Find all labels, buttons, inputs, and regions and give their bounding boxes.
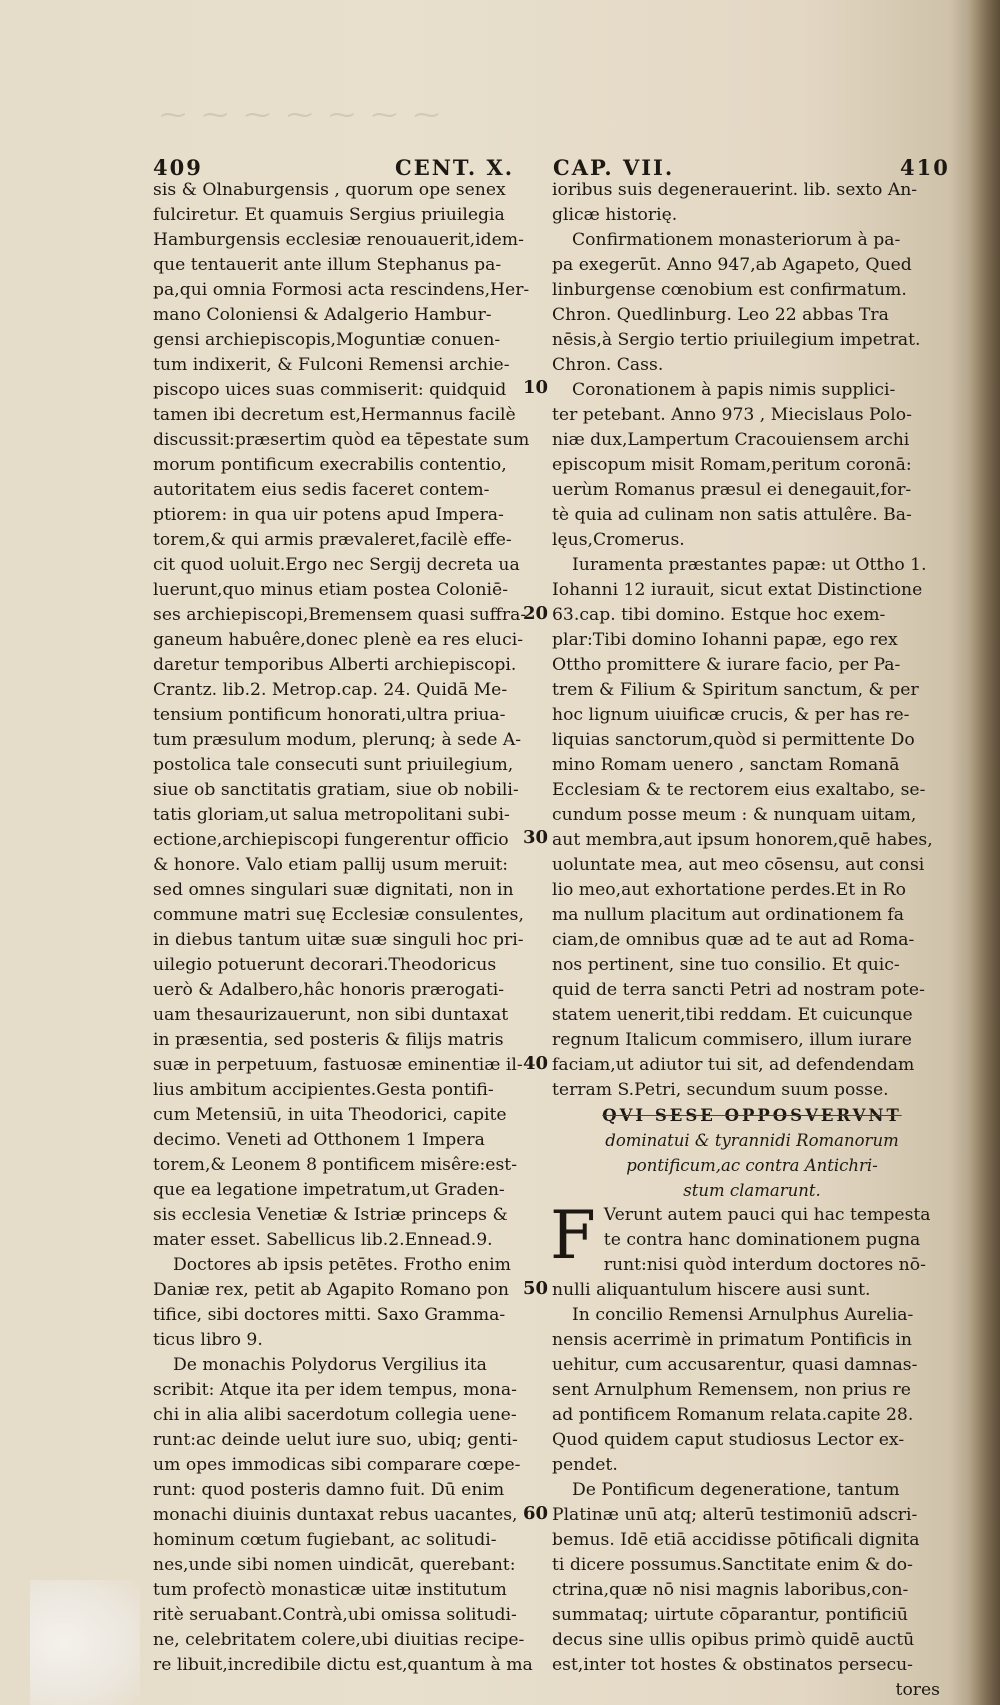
line-number: 60 — [523, 1503, 549, 1524]
text-line: morum pontificum execrabilis contentio, — [153, 455, 507, 475]
text-line: postolica tale consecuti sunt priuilegium, — [153, 755, 514, 775]
text-line: cundum posse meum : & nunquam uitam, — [552, 805, 917, 825]
text-line: sis & Olnaburgensis , quorum ope senex — [153, 180, 506, 200]
text-line: nulli aliquantulum hiscere ausi sunt. — [552, 1280, 871, 1300]
text-line: um opes immodicas sibi comparare cœpe- — [153, 1455, 521, 1475]
text-line: Confirmationem monasteriorum à pa- — [572, 230, 901, 250]
text-line: Doctores ab ipsis petētes. Frotho enim — [173, 1255, 511, 1275]
text-line: Iuramenta præstantes papæ: ut Ottho 1. — [572, 555, 927, 575]
text-line: que tentauerit ante illum Stephanus pa- — [153, 255, 502, 275]
text-line: ter petebant. Anno 973 , Miecislaus Polo- — [552, 405, 912, 425]
text-line: torem,& qui armis prævaleret,facilè effe- — [153, 530, 512, 550]
text-line: ptiorem: in qua uir potens apud Impera- — [153, 505, 504, 525]
text-line: uoluntate mea, aut meo cōsensu, aut consi — [552, 855, 925, 875]
text-line: fulciretur. Et quamuis Sergius priuilegia — [153, 205, 505, 225]
text-line: Verunt autem pauci qui hac tempesta — [603, 1205, 931, 1225]
text-line: bemus. Idē etiā accidisse pōtificali dignita — [552, 1530, 920, 1550]
text-line: ses archiepiscopi,Bremensem quasi suffra- — [153, 605, 527, 625]
text-line: ne, celebritatem colere,ubi diuitias recipe- — [153, 1630, 525, 1650]
text-line: hoc lignum uiuificæ crucis, & per has re- — [552, 705, 910, 725]
text-line: te contra hanc dominationem pugna — [603, 1230, 921, 1250]
bleed-through-text: ⁓ ⁓ ⁓ ⁓ ⁓ ⁓ ⁓ — [160, 100, 444, 130]
text-line: Crantz. lib.2. Metrop.cap. 24. Quidā Me- — [153, 680, 508, 700]
text-line: chi in alia alibi sacerdotum collegia uene- — [153, 1405, 517, 1425]
century-heading: CENT. X. — [395, 155, 515, 180]
text-line: sis ecclesia Venetiæ & Istriæ princeps & — [153, 1205, 508, 1225]
text-line: summataq; uirtute cōparantur, pontificiū — [552, 1605, 908, 1625]
text-line: siue ob sanctitatis gratiam, siue ob nobili- — [153, 780, 519, 800]
text-line: commune matri suę Ecclesiæ consulentes, — [153, 905, 524, 925]
text-line: tum profectò monasticæ uitæ institutum — [153, 1580, 507, 1600]
text-line: lio meo,aut exhortatione perdes.Et in Ro — [552, 880, 906, 900]
text-line: runt:nisi quòd interdum doctores nō- — [603, 1255, 926, 1275]
text-line: tum indixerit, & Fulconi Remensi archie- — [153, 355, 510, 375]
text-line: luerunt,quo minus etiam postea Coloniē- — [153, 580, 508, 600]
text-line: mater esset. Sabellicus lib.2.Ennead.9. — [153, 1230, 493, 1250]
left-column — [153, 178, 538, 1678]
text-line: nensis acerrimè in primatum Pontificis in — [552, 1330, 912, 1350]
text-line: pa exegerūt. Anno 947,ab Agapeto, Qued — [552, 255, 912, 275]
text-line: nes,unde sibi nomen uindicāt, querebant: — [153, 1555, 516, 1575]
right-column — [552, 178, 952, 1703]
text-line: Quod quidem caput studiosus Lector ex- — [552, 1430, 905, 1450]
text-line: in diebus tantum uitæ suæ singuli hoc pri- — [153, 930, 524, 950]
text-line: piscopo uices suas commiserit: quidquid — [153, 380, 507, 400]
text-line: Platinæ unū atq; alterū testimoniū adscri- — [552, 1505, 918, 1525]
text-line: tensium pontificum honorati,ultra priua- — [153, 705, 506, 725]
text-line: ciam,de omnibus quæ ad te aut ad Roma- — [552, 930, 915, 950]
section-heading-line: pontificum,ac contra Antichri- — [626, 1156, 878, 1175]
text-line: Coronationem à papis nimis supplici- — [572, 380, 896, 400]
text-line: re libuit,incredibile dictu est,quantum à ma — [153, 1655, 533, 1675]
text-line: ritè seruabant.Contrà,ubi omissa solitudi- — [153, 1605, 517, 1625]
text-line: est,inter tot hostes & obstinatos persecu- — [552, 1655, 913, 1675]
page-number-right: 410 — [900, 155, 950, 180]
text-line: ganeum habuêre,donec plenè ea res eluci- — [153, 630, 524, 650]
text-line: tifice, sibi doctores mitti. Saxo Gramma- — [153, 1305, 506, 1325]
drop-cap: F — [550, 1197, 596, 1274]
text-line: uerùm Romanus præsul ei denegauit,for- — [552, 480, 912, 500]
line-number: 40 — [523, 1053, 549, 1074]
text-line: uam thesaurizauerunt, non sibi duntaxat — [153, 1005, 509, 1025]
text-line: 63.cap. tibi domino. Estque hoc exem- — [552, 605, 886, 625]
text-line: pendet. — [552, 1455, 618, 1475]
section-heading-line: QVI SESE OPPOSVERVNT — [602, 1106, 902, 1125]
text-line: cit quod uoluit.Ergo nec Sergij decreta ua — [153, 555, 520, 575]
text-line: ad pontificem Romanum relata.capite 28. — [552, 1405, 914, 1425]
text-line: trem & Filium & Spiritum sanctum, & per — [552, 680, 919, 700]
text-line: Hamburgensis ecclesiæ renouauerit,idem- — [153, 230, 524, 250]
text-line: statem uenerit,tibi reddam. Et cuicunque — [552, 1005, 913, 1025]
chapter-heading: CAP. VII. — [553, 155, 675, 180]
text-line: runt:ac deinde uelut iure suo, ubiq; genti- — [153, 1430, 518, 1450]
line-number: 30 — [523, 827, 549, 848]
line-number: 50 — [523, 1278, 549, 1299]
text-line: tatis gloriam,ut salua metropolitani subi- — [153, 805, 510, 825]
text-line: regnum Italicum commisero, illum iurare — [552, 1030, 912, 1050]
text-line: terram S.Petri, secundum suum posse. — [552, 1080, 889, 1100]
text-line: ioribus suis degenerauerint. lib. sexto An- — [552, 180, 918, 200]
paper-stain — [30, 1580, 140, 1705]
text-line: daretur temporibus Alberti archiepiscopi. — [153, 655, 517, 675]
text-line: mino Romam uenero , sanctam Romanā — [552, 755, 900, 775]
text-line: scribit: Atque ita per idem tempus, mona- — [153, 1380, 517, 1400]
text-line: torem,& Leonem 8 pontificem misêre:est- — [153, 1155, 518, 1175]
section-heading-line: dominatui & tyrannidi Romanorum — [605, 1131, 899, 1150]
text-line: tores — [895, 1680, 940, 1700]
text-line: tum præsulum modum, plerunq; à sede A- — [153, 730, 522, 750]
text-line: & honore. Valo etiam pallij usum meruit: — [153, 855, 509, 875]
text-line: faciam,ut adiutor tui sit, ad defendendam — [552, 1055, 915, 1075]
text-line: pa,qui omnia Formosi acta rescindens,Her- — [153, 280, 530, 300]
text-line: uilegio potuerunt decorari.Theodoricus — [153, 955, 497, 975]
text-line: decus sine ullis opibus primò quidē auctū — [552, 1630, 915, 1650]
text-line: Iohanni 12 iurauit, sicut extat Distinctione — [552, 580, 923, 600]
text-line: Ottho promittere & iurare facio, per Pa- — [552, 655, 901, 675]
text-line: liquias sanctorum,quòd si permittente Do — [552, 730, 915, 750]
text-line: uehitur, cum accusarentur, quasi damnas- — [552, 1355, 918, 1375]
text-line: ma nullum placitum aut ordinationem fa — [552, 905, 905, 925]
text-line: in præsentia, sed posteris & filijs matris — [153, 1030, 504, 1050]
page-number-left: 409 — [153, 155, 203, 180]
text-line: lęus,Cromerus. — [552, 530, 685, 550]
text-line: Ecclesiam & te rectorem eius exaltabo, se- — [552, 780, 926, 800]
text-line: niæ dux,Lampertum Cracouiensem archi — [552, 430, 910, 450]
text-line: tamen ibi decretum est,Hermannus facilè — [153, 405, 516, 425]
text-line: ectione,archiepiscopi fungerentur officio — [153, 830, 509, 850]
text-line: In concilio Remensi Arnulphus Aurelia- — [572, 1305, 914, 1325]
text-line: plar:Tibi domino Iohanni papæ, ego rex — [552, 630, 898, 650]
text-line: hominum cœtum fugiebant, ac solitudi- — [153, 1530, 497, 1550]
text-line: cum Metensiū, in uita Theodorici, capite — [153, 1105, 507, 1125]
text-line: sed omnes singulari suæ dignitati, non in — [153, 880, 514, 900]
text-line: episcopum misit Romam,peritum coronā: — [552, 455, 912, 475]
text-line: mano Coloniensi & Adalgerio Hambur- — [153, 305, 492, 325]
text-line: ti dicere possumus.Sanctitate enim & do- — [552, 1555, 913, 1575]
text-line: De Pontificum degeneratione, tantum — [572, 1480, 900, 1500]
text-line: lius ambitum accipientes.Gesta pontifi- — [153, 1080, 494, 1100]
line-number: 10 — [523, 377, 549, 398]
text-line: suæ in perpetuum, fastuosæ eminentiæ il- — [153, 1055, 523, 1075]
text-line: tè quia ad culinam non satis attulêre. Ba- — [552, 505, 912, 525]
text-line: discussit:præsertim quòd ea tēpestate sum — [153, 430, 530, 450]
text-line: aut membra,aut ipsum honorem,quē habes, — [552, 830, 933, 850]
text-line: que ea legatione impetratum,ut Graden- — [153, 1180, 505, 1200]
line-number: 20 — [523, 603, 549, 624]
text-line: sent Arnulphum Remensem, non prius re — [552, 1380, 911, 1400]
text-line: linburgense cœnobium est confirmatum. — [552, 280, 907, 300]
text-line: gensi archiepiscopis,Moguntiæ conuen- — [153, 330, 501, 350]
page-gutter-edge — [968, 0, 1000, 1705]
text-line: ctrina,quæ nō nisi magnis laboribus,con- — [552, 1580, 909, 1600]
text-line: runt: quod posteris damno fuit. Dū enim — [153, 1480, 505, 1500]
text-line: De monachis Polydorus Vergilius ita — [173, 1355, 487, 1375]
section-heading-line: stum clamarunt. — [683, 1181, 821, 1200]
text-line: uerò & Adalbero,hâc honoris prærogati- — [153, 980, 505, 1000]
text-line: nēsis,à Sergio tertio priuilegium impetrat. — [552, 330, 921, 350]
text-line: autoritatem eius sedis faceret contem- — [153, 480, 490, 500]
text-line: Chron. Quedlinburg. Leo 22 abbas Tra — [552, 305, 889, 325]
text-line: ticus libro 9. — [153, 1330, 263, 1350]
text-line: monachi diuinis duntaxat rebus uacantes, — [153, 1505, 518, 1525]
text-line: quid de terra sancti Petri ad nostram pote- — [552, 980, 925, 1000]
text-line: Chron. Cass. — [552, 355, 664, 375]
text-line: nos pertinent, sine tuo consilio. Et quic- — [552, 955, 900, 975]
text-line: decimo. Veneti ad Otthonem 1 Impera — [153, 1130, 485, 1150]
text-line: Daniæ rex, petit ab Agapito Romano pon — [153, 1280, 509, 1300]
text-line: glicæ historię. — [552, 205, 678, 225]
